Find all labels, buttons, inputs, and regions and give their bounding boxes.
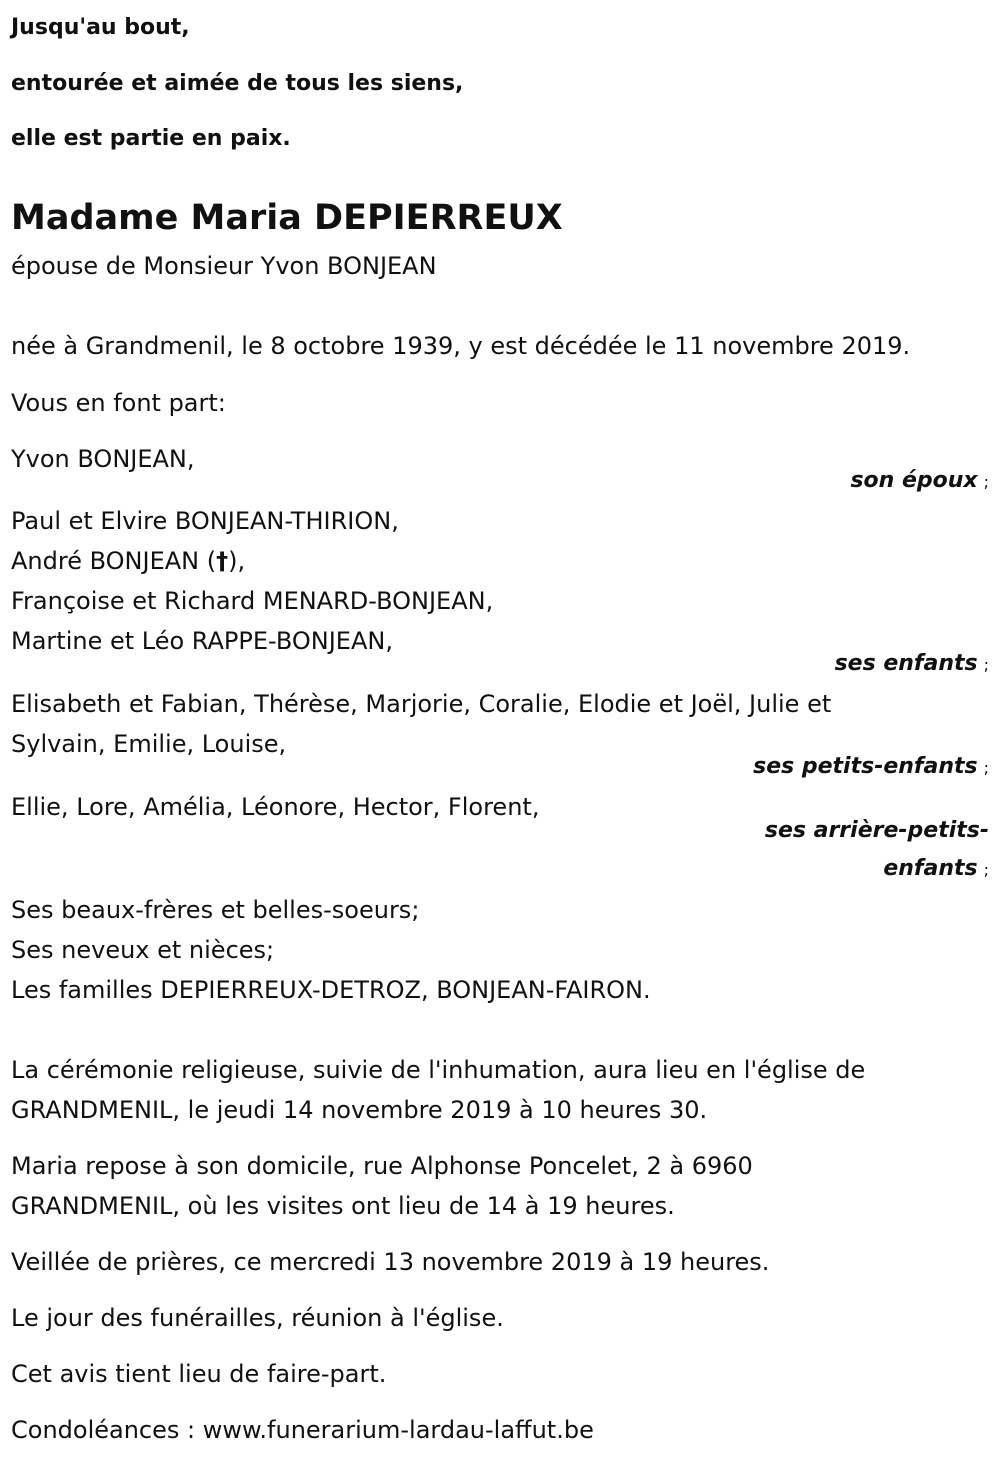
child-line-2-end: ),	[228, 547, 246, 575]
birth-death-line: née à Grandmenil, le 8 octobre 1939, y est décédée le 11 novembre 2019.	[11, 332, 911, 360]
great-grandchildren-line: Ellie, Lore, Amélia, Léonore, Hector, Florent,	[11, 793, 540, 821]
role-great-grandchildren-1	[765, 812, 989, 850]
role-spouse-label: son époux	[850, 468, 978, 493]
child-line-3: Françoise et Richard MENARD-BONJEAN,	[11, 587, 494, 615]
child-line-4: Martine et Léo RAPPE-BONJEAN,	[11, 627, 393, 655]
role-grandchildren-semicolon: ;	[983, 758, 989, 777]
meeting-line: Le jour des funérailles, réunion à l'église.	[11, 1304, 504, 1332]
others-line-2: Ses neveux et nièces;	[11, 936, 275, 964]
rest-line-2: GRANDMENIL, où les visites ont lieu de 14 à 19 heures.	[11, 1192, 675, 1220]
spouse-line: épouse de Monsieur Yvon BONJEAN	[11, 252, 437, 280]
role-children-semicolon: ;	[983, 655, 989, 674]
role-great-grandchildren-2	[883, 850, 989, 889]
epigraph-line-1: Jusqu'au bout,	[11, 15, 190, 40]
role-great-grandchildren-label-2: enfants	[883, 856, 978, 881]
role-children	[835, 645, 989, 684]
child-line-1: Paul et Elvire BONJEAN-THIRION,	[11, 507, 399, 535]
ceremony-line-2: GRANDMENIL, le jeudi 14 novembre 2019 à 10 heures 30.	[11, 1096, 708, 1124]
cross-icon: †	[216, 547, 229, 575]
child-line-2	[11, 541, 245, 581]
deceased-name: Madame Maria DEPIERREUX	[11, 198, 563, 238]
rest-line-1: Maria repose à son domicile, rue Alphonse Poncelet, 2 à 6960	[11, 1152, 753, 1180]
others-line-3: Les familles DEPIERREUX-DETROZ, BONJEAN-FAIRON.	[11, 976, 651, 1004]
role-spouse-semicolon: ;	[983, 472, 989, 491]
role-great-grandchildren-semicolon: ;	[983, 860, 989, 879]
child-line-2-text: André BONJEAN (	[11, 547, 217, 575]
grandchildren-line-1: Elisabeth et Fabian, Thérèse, Marjorie, Coralie, Elodie et Joël, Julie et	[11, 690, 832, 718]
role-spouse	[850, 462, 989, 501]
others-line-1: Ses beaux-frères et belles-soeurs;	[11, 896, 420, 924]
grandchildren-line-2: Sylvain, Emilie, Louise,	[11, 730, 287, 758]
condolences-line: Condoléances : www.funerarium-lardau-laffut.be	[11, 1416, 594, 1444]
spouse-name: Yvon BONJEAN,	[11, 445, 195, 473]
ceremony-line-1: La cérémonie religieuse, suivie de l'inhumation, aura lieu en l'église de	[11, 1056, 866, 1084]
role-grandchildren-label: ses petits-enfants	[753, 754, 978, 779]
role-grandchildren	[753, 748, 989, 787]
epigraph-line-2: entourée et aimée de tous les siens,	[11, 71, 464, 96]
epigraph-line-3: elle est partie en paix.	[11, 126, 291, 151]
announce-intro: Vous en font part:	[11, 389, 226, 417]
role-children-label: ses enfants	[834, 651, 978, 676]
role-great-grandchildren-label-1: ses arrière-petits-	[764, 818, 989, 843]
vigil-line: Veillée de prières, ce mercredi 13 novembre 2019 à 19 heures.	[11, 1248, 770, 1276]
notice-line: Cet avis tient lieu de faire-part.	[11, 1360, 387, 1388]
